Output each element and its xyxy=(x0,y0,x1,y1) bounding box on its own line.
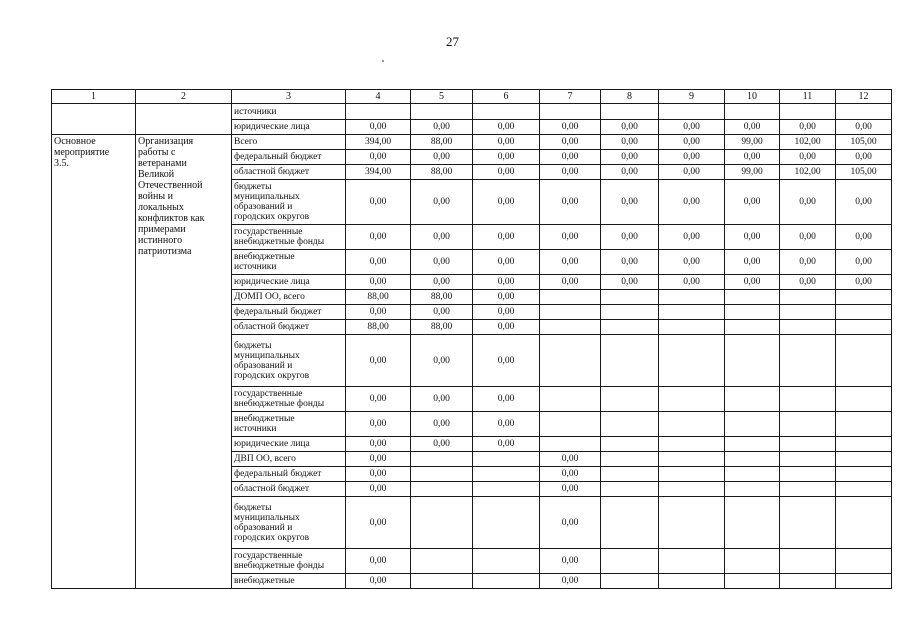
amount-cell: 88,00 xyxy=(346,320,411,335)
amount-cell xyxy=(601,574,659,589)
amount-cell xyxy=(780,452,836,467)
amount-cell xyxy=(836,412,892,437)
amount-cell: 0,00 xyxy=(780,275,836,290)
funding-source-label: федеральный бюджет xyxy=(234,152,322,162)
amount-cell: 0,00 xyxy=(659,180,725,225)
amount-cell xyxy=(601,305,659,320)
amount-cell xyxy=(659,104,725,120)
amount-cell: 0,00 xyxy=(540,150,601,165)
amount-cell: 0,00 xyxy=(601,275,659,290)
amount-cell xyxy=(473,497,540,549)
amount-cell xyxy=(780,549,836,574)
amount-cell: 0,00 xyxy=(725,120,780,135)
amount-cell xyxy=(540,290,601,305)
funding-source-cell xyxy=(232,412,346,437)
amount-cell: 0,00 xyxy=(836,225,892,250)
amount-cell: 102,00 xyxy=(780,165,836,180)
amount-cell xyxy=(725,467,780,482)
amount-cell xyxy=(780,574,836,589)
amount-cell xyxy=(601,387,659,412)
amount-cell: 0,00 xyxy=(780,150,836,165)
amount-cell: 0,00 xyxy=(836,250,892,275)
funding-source-label: областной бюджет xyxy=(234,167,310,177)
amount-cell xyxy=(725,482,780,497)
funding-source-cell xyxy=(232,104,346,120)
amount-cell: 0,00 xyxy=(601,180,659,225)
funding-source-cell xyxy=(232,135,346,150)
funding-source-label: федеральный бюджет xyxy=(234,307,322,317)
amount-cell: 0,00 xyxy=(659,120,725,135)
amount-cell xyxy=(780,482,836,497)
amount-cell: 0,00 xyxy=(411,335,473,387)
funding-source-cell xyxy=(232,452,346,467)
amount-cell: 102,00 xyxy=(780,135,836,150)
amount-cell xyxy=(601,320,659,335)
amount-cell xyxy=(659,290,725,305)
amount-cell: 0,00 xyxy=(836,180,892,225)
funding-source-cell xyxy=(232,549,346,574)
amount-cell: 0,00 xyxy=(473,120,540,135)
amount-cell: 0,00 xyxy=(540,225,601,250)
amount-cell: 0,00 xyxy=(473,305,540,320)
funding-source-cell xyxy=(232,120,346,135)
amount-cell: 0,00 xyxy=(836,275,892,290)
amount-cell: 0,00 xyxy=(411,412,473,437)
amount-cell: 0,00 xyxy=(473,387,540,412)
amount-cell xyxy=(836,290,892,305)
amount-cell xyxy=(725,452,780,467)
amount-cell: 0,00 xyxy=(540,275,601,290)
amount-cell: 0,00 xyxy=(346,452,411,467)
amount-cell: 0,00 xyxy=(725,275,780,290)
funding-source-cell xyxy=(232,180,346,225)
amount-cell: 88,00 xyxy=(411,290,473,305)
amount-cell: 0,00 xyxy=(473,180,540,225)
funding-source-cell xyxy=(232,225,346,250)
funding-source-label: бюджеты муниципальных образований и городских округов xyxy=(234,502,310,543)
amount-cell: 0,00 xyxy=(473,225,540,250)
amount-cell xyxy=(473,467,540,482)
amount-cell xyxy=(601,482,659,497)
amount-cell xyxy=(836,437,892,452)
funding-source-cell xyxy=(232,290,346,305)
amount-cell: 0,00 xyxy=(346,467,411,482)
amount-cell: 99,00 xyxy=(725,165,780,180)
funding-source-label: юридические лица xyxy=(234,277,310,287)
amount-cell xyxy=(601,452,659,467)
amount-cell: 105,00 xyxy=(836,135,892,150)
amount-cell: 88,00 xyxy=(411,165,473,180)
amount-cell xyxy=(473,549,540,574)
amount-cell xyxy=(780,467,836,482)
amount-cell xyxy=(725,104,780,120)
funding-source-label: федеральный бюджет xyxy=(234,469,322,479)
amount-cell xyxy=(836,387,892,412)
amount-cell: 99,00 xyxy=(725,135,780,150)
amount-cell: 0,00 xyxy=(540,549,601,574)
amount-cell: 0,00 xyxy=(346,387,411,412)
amount-cell: 88,00 xyxy=(411,135,473,150)
amount-cell: 0,00 xyxy=(725,250,780,275)
amount-cell: 0,00 xyxy=(659,225,725,250)
amount-cell: 0,00 xyxy=(601,135,659,150)
amount-cell: 0,00 xyxy=(346,412,411,437)
amount-cell xyxy=(725,320,780,335)
amount-cell xyxy=(411,549,473,574)
amount-cell xyxy=(411,104,473,120)
budget-table xyxy=(51,89,892,589)
amount-cell xyxy=(836,305,892,320)
funding-source-cell xyxy=(232,305,346,320)
column-number: 12 xyxy=(836,90,892,104)
amount-cell: 0,00 xyxy=(411,275,473,290)
amount-cell xyxy=(411,574,473,589)
funding-source-label: областной бюджет xyxy=(234,322,310,332)
funding-source-label: источники xyxy=(234,106,277,117)
amount-cell: 0,00 xyxy=(780,225,836,250)
funding-source-cell xyxy=(232,437,346,452)
funding-source-label: юридические лица xyxy=(234,439,310,449)
amount-cell: 0,00 xyxy=(346,275,411,290)
funding-source-label: Всего xyxy=(234,137,258,147)
amount-cell xyxy=(540,387,601,412)
funding-source-label: бюджеты муниципальных образований и городских округов xyxy=(234,340,310,381)
amount-cell xyxy=(659,482,725,497)
amount-cell xyxy=(601,467,659,482)
funding-source-cell xyxy=(232,574,346,589)
amount-cell xyxy=(659,549,725,574)
amount-cell xyxy=(836,549,892,574)
page-number: 27 xyxy=(446,34,459,49)
amount-cell xyxy=(601,412,659,437)
amount-cell: 0,00 xyxy=(725,225,780,250)
funding-source-cell xyxy=(232,150,346,165)
column-number: 11 xyxy=(780,90,836,104)
amount-cell: 0,00 xyxy=(540,120,601,135)
amount-cell xyxy=(601,290,659,305)
amount-cell xyxy=(659,467,725,482)
amount-cell: 0,00 xyxy=(473,275,540,290)
amount-cell xyxy=(411,452,473,467)
funding-source-label: областной бюджет xyxy=(234,484,310,494)
scan-speck xyxy=(382,60,384,62)
amount-cell: 0,00 xyxy=(780,180,836,225)
amount-cell: 0,00 xyxy=(540,180,601,225)
amount-cell xyxy=(659,574,725,589)
amount-cell: 0,00 xyxy=(540,452,601,467)
amount-cell xyxy=(659,320,725,335)
amount-cell: 0,00 xyxy=(540,467,601,482)
column-number: 10 xyxy=(725,90,780,104)
amount-cell xyxy=(725,387,780,412)
event-number-cell: Основное мероприятие 3.5. xyxy=(52,135,136,589)
amount-cell xyxy=(659,335,725,387)
amount-cell: 0,00 xyxy=(473,412,540,437)
event-name-cell: Организация работы с ветеранами Великой Отечественной войны и локальных конфликтов как примерами истинного патриотизма xyxy=(136,135,232,589)
amount-cell: 0,00 xyxy=(540,574,601,589)
amount-cell: 0,00 xyxy=(473,290,540,305)
prev-event-name-cell xyxy=(136,104,232,135)
amount-cell xyxy=(780,335,836,387)
amount-cell: 0,00 xyxy=(346,549,411,574)
amount-cell xyxy=(836,574,892,589)
amount-cell: 0,00 xyxy=(601,165,659,180)
amount-cell: 0,00 xyxy=(473,335,540,387)
amount-cell xyxy=(601,497,659,549)
amount-cell xyxy=(780,104,836,120)
funding-source-label: внебюджетные источники xyxy=(234,252,295,272)
amount-cell xyxy=(780,437,836,452)
amount-cell xyxy=(725,335,780,387)
funding-source-label: бюджеты муниципальных образований и городских округов xyxy=(234,182,310,222)
amount-cell: 0,00 xyxy=(780,250,836,275)
amount-cell: 0,00 xyxy=(725,180,780,225)
amount-cell xyxy=(836,497,892,549)
prev-event-cell xyxy=(52,104,136,135)
amount-cell xyxy=(836,320,892,335)
amount-cell: 0,00 xyxy=(411,225,473,250)
column-number: 6 xyxy=(473,90,540,104)
amount-cell xyxy=(725,290,780,305)
amount-cell: 0,00 xyxy=(473,320,540,335)
amount-cell: 0,00 xyxy=(473,135,540,150)
amount-cell xyxy=(346,104,411,120)
amount-cell xyxy=(725,412,780,437)
amount-cell xyxy=(659,412,725,437)
amount-cell xyxy=(540,104,601,120)
amount-cell xyxy=(836,452,892,467)
amount-cell: 0,00 xyxy=(411,180,473,225)
amount-cell: 0,00 xyxy=(346,180,411,225)
amount-cell: 394,00 xyxy=(346,165,411,180)
amount-cell xyxy=(836,104,892,120)
amount-cell: 0,00 xyxy=(540,497,601,549)
amount-cell: 0,00 xyxy=(601,225,659,250)
column-number: 3 xyxy=(232,90,346,104)
amount-cell: 0,00 xyxy=(659,275,725,290)
amount-cell: 0,00 xyxy=(346,497,411,549)
amount-cell xyxy=(780,412,836,437)
funding-source-cell xyxy=(232,467,346,482)
amount-cell xyxy=(780,320,836,335)
amount-cell xyxy=(601,335,659,387)
amount-cell: 0,00 xyxy=(411,387,473,412)
funding-source-cell xyxy=(232,250,346,275)
column-number: 4 xyxy=(346,90,411,104)
amount-cell: 394,00 xyxy=(346,135,411,150)
amount-cell: 0,00 xyxy=(346,574,411,589)
amount-cell xyxy=(725,497,780,549)
amount-cell: 88,00 xyxy=(411,320,473,335)
amount-cell: 0,00 xyxy=(411,305,473,320)
amount-cell: 0,00 xyxy=(780,120,836,135)
amount-cell: 0,00 xyxy=(725,150,780,165)
funding-source-label: государственные внебюджетные фонды xyxy=(234,389,325,409)
funding-source-label: ДВП ОО, всего xyxy=(234,454,296,464)
column-number-row xyxy=(52,90,892,104)
amount-cell: 0,00 xyxy=(601,120,659,135)
amount-cell xyxy=(601,549,659,574)
amount-cell: 0,00 xyxy=(473,437,540,452)
amount-cell: 0,00 xyxy=(540,165,601,180)
column-number: 5 xyxy=(411,90,473,104)
amount-cell xyxy=(473,574,540,589)
amount-cell xyxy=(473,104,540,120)
amount-cell xyxy=(659,387,725,412)
column-number: 8 xyxy=(601,90,659,104)
amount-cell: 0,00 xyxy=(540,250,601,275)
amount-cell xyxy=(836,467,892,482)
funding-source-label: государственные внебюджетные фонды xyxy=(234,227,325,247)
amount-cell: 0,00 xyxy=(346,150,411,165)
amount-cell: 0,00 xyxy=(473,165,540,180)
amount-cell: 0,00 xyxy=(659,165,725,180)
amount-cell xyxy=(540,305,601,320)
amount-cell xyxy=(601,437,659,452)
amount-cell xyxy=(411,467,473,482)
amount-cell: 0,00 xyxy=(601,150,659,165)
amount-cell xyxy=(836,482,892,497)
column-number: 7 xyxy=(540,90,601,104)
funding-source-cell xyxy=(232,497,346,549)
amount-cell xyxy=(659,497,725,549)
amount-cell: 0,00 xyxy=(346,437,411,452)
amount-cell xyxy=(659,452,725,467)
amount-cell xyxy=(725,305,780,320)
amount-cell xyxy=(540,320,601,335)
amount-cell: 0,00 xyxy=(473,150,540,165)
table-row xyxy=(52,104,892,120)
amount-cell xyxy=(601,104,659,120)
amount-cell: 105,00 xyxy=(836,165,892,180)
amount-cell: 0,00 xyxy=(411,437,473,452)
amount-cell xyxy=(780,290,836,305)
amount-cell: 0,00 xyxy=(411,150,473,165)
amount-cell xyxy=(659,305,725,320)
funding-source-label: внебюджетные источники xyxy=(234,414,295,434)
amount-cell xyxy=(473,482,540,497)
amount-cell: 0,00 xyxy=(659,250,725,275)
amount-cell xyxy=(780,497,836,549)
amount-cell: 0,00 xyxy=(346,225,411,250)
column-number: 1 xyxy=(52,90,136,104)
funding-source-cell xyxy=(232,275,346,290)
funding-source-label: государственные внебюджетные фонды xyxy=(234,551,325,571)
amount-cell xyxy=(659,437,725,452)
amount-cell xyxy=(540,335,601,387)
amount-cell xyxy=(473,452,540,467)
amount-cell: 0,00 xyxy=(659,150,725,165)
amount-cell: 0,00 xyxy=(601,250,659,275)
amount-cell xyxy=(725,549,780,574)
amount-cell: 88,00 xyxy=(346,290,411,305)
amount-cell xyxy=(836,335,892,387)
funding-source-cell xyxy=(232,482,346,497)
amount-cell: 0,00 xyxy=(411,120,473,135)
amount-cell: 0,00 xyxy=(473,250,540,275)
amount-cell xyxy=(411,497,473,549)
amount-cell: 0,00 xyxy=(540,135,601,150)
amount-cell xyxy=(540,437,601,452)
funding-source-cell xyxy=(232,335,346,387)
amount-cell: 0,00 xyxy=(836,150,892,165)
amount-cell xyxy=(725,437,780,452)
funding-source-cell xyxy=(232,165,346,180)
amount-cell: 0,00 xyxy=(659,135,725,150)
amount-cell: 0,00 xyxy=(346,305,411,320)
amount-cell: 0,00 xyxy=(346,482,411,497)
funding-source-cell xyxy=(232,320,346,335)
amount-cell xyxy=(725,574,780,589)
funding-source-cell xyxy=(232,387,346,412)
amount-cell xyxy=(780,387,836,412)
amount-cell: 0,00 xyxy=(836,120,892,135)
amount-cell: 0,00 xyxy=(346,120,411,135)
funding-source-label: юридические лица xyxy=(234,122,310,132)
column-number: 2 xyxy=(136,90,232,104)
amount-cell: 0,00 xyxy=(540,482,601,497)
amount-cell xyxy=(411,482,473,497)
amount-cell: 0,00 xyxy=(346,335,411,387)
table-row xyxy=(52,135,892,150)
funding-source-label: ДОМП ОО, всего xyxy=(234,292,305,302)
amount-cell xyxy=(540,412,601,437)
amount-cell: 0,00 xyxy=(411,250,473,275)
amount-cell: 0,00 xyxy=(346,250,411,275)
amount-cell xyxy=(780,305,836,320)
funding-source-label: внебюджетные xyxy=(234,576,295,586)
column-number: 9 xyxy=(659,90,725,104)
